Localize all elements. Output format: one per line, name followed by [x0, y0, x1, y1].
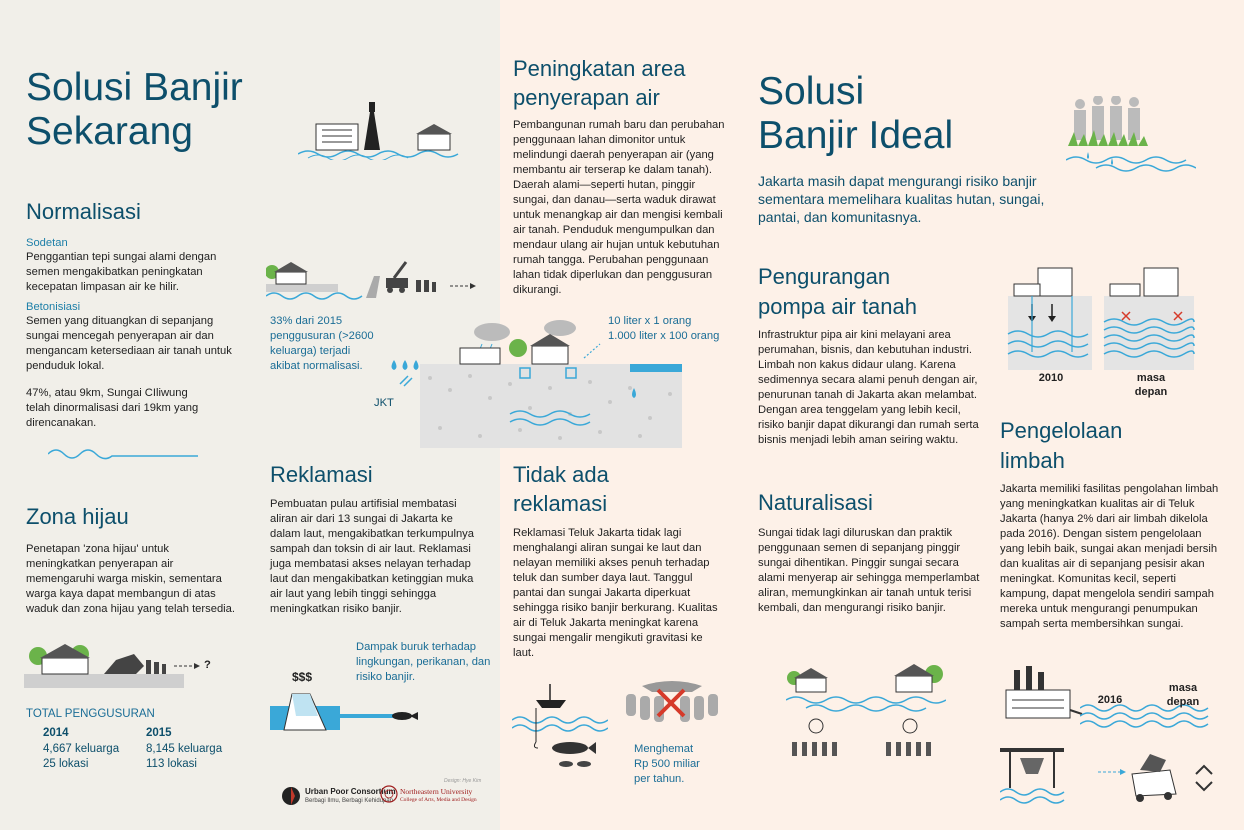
families-2014: 4,667 keluarga [43, 743, 120, 755]
money-label: $$$ [292, 670, 313, 684]
groundwater-2010-diagram-icon [1004, 264, 1094, 370]
reklamasi-text: Pembuatan pulau artifisial membatasi aliran air dari 13 sungai di Jakarta ke dalam laut, mengakibatkan terkumpulnya sampah dan toksin di air laut. Reklamasi juga membatasi akses nelayan terhadap laut dan mengakibatkan ketinggian muka air laut yang lebih tinggi sehingga meningkatkan risiko banjir. [270, 498, 474, 615]
caption-2010: 2010 [1038, 372, 1064, 384]
reclamation-crossed-icon [622, 676, 722, 726]
year-2014: 2014 [43, 727, 69, 739]
community-grass-icon [1066, 96, 1196, 176]
reklamasi-heading: Reklamasi [270, 462, 373, 487]
title-line-1: Solusi Banjir [26, 66, 243, 109]
jakarta-skyline-icon [298, 98, 460, 160]
reclamation-island-icon [270, 686, 420, 732]
absorption-text: Pembangunan rumah baru dan perubahan penggunaan lahan dimonitor untuk melindungi daerah penyerapan air (yang membantu air terserap ke dalam tanah). Daerah alami—seperti hutan, pinggir sungai, dan danau—serta waduk dirawat untuk menangkap air dan mengisi kembali air tanah. Penduduk mengumpulkan dan mendaur ulang air hujan untuk kebutuhan rumah tangga. Perubahan penggunaan lahan tidak diperlukan dan penggusuran dikurangi. [513, 119, 725, 296]
total-eviction-label: TOTAL PENGGUSURAN [26, 708, 155, 720]
ideal-lead-text: Jakarta masih dapat mengurangi risiko banjir sementara memelihara kualitas hutan, sungai, pantai, dan komunitasnya. [758, 173, 1045, 225]
northeastern-college: College of Arts, Media and Design [400, 797, 477, 803]
waste-heading-line-2: limbah [1000, 448, 1065, 473]
naturalization-heading: Naturalisasi [758, 490, 873, 515]
northeastern-seal-icon [380, 785, 398, 803]
waste-text: Jakarta memiliki fasilitas pengolahan limbah yang meningkatkan kualitas air di Teluk Jakarta (hanya 2% dari air limbah dikelola pada 2016). Dengan sistem pengelolaan yang lebih baik, sungai akan menjadi bersih dan kualitas air di sepanjang pesisir akan meningkat. Komunitas kecil, seperti kampung, dapat mengelola sendiri sampah mereka untuk mengurangi penumpukan sampah serta membersihkan sungai. [1000, 483, 1219, 630]
factory-icon [1000, 660, 1084, 720]
water-use-line-1: 10 liter x 1 orang [608, 315, 692, 327]
caption-2016: 2016 [1097, 694, 1123, 706]
rain-drops-icon [388, 358, 424, 390]
river-squiggle-icon [48, 444, 200, 464]
locations-2015: 113 lokasi [146, 758, 197, 770]
design-credit: Design: Hye Kim [444, 778, 482, 784]
waste-heading-line-1: Pengelolaan [1000, 418, 1123, 443]
zona-hijau-heading: Zona hijau [26, 504, 129, 529]
groundwater-heading-line-2: pompa air tanah [758, 294, 917, 319]
savings-line-3: per tahun. [634, 773, 685, 785]
sodetan-text: Penggantian tepi sungai alami dengan semen mengakibatkan peningkatan kecepatan limpasan air ke hilir. [26, 251, 217, 293]
no-reclamation-heading-line-1: Tidak ada [513, 462, 609, 487]
no-reclamation-text: Reklamasi Teluk Jakarta tidak lagi menghalangi aliran sungai ke laut dan nelayan memiliki akses penuh terhadap teluk dan sumber daya laut. Tanggul pantai dan sungai Jakarta diperkuat sehingga risiko banjir berkurang. Kualitas air di Teluk Jakarta meningkat karena sungai mengalir mengikuti gravitasi ke laut. [513, 527, 718, 659]
waste-heading [1000, 416, 1122, 476]
betonisasi-label: Betonisiasi [26, 301, 81, 313]
normalization-eviction-stat: 33% dari 2015 penggusuran (>2600 keluarga) terjadi akibat normalisasi. [270, 315, 374, 372]
groundwater-text: Infrastruktur pipa air kini melayani area perumahan, bisnis, dan kebutuhan industri. Limbah non kakus didaur ulang. Karena sedimennya secara alami penuh dengan air, penurunan tanah di Jakarta akan melambat. Dengan area tenggelam yang lebih kecil, risiko banjir dapat dikurangi dan rumah serta bisnis menjadi lebih aman seiring waktu. [758, 329, 979, 446]
naturalization-text: Sungai tidak lagi diluruskan dan praktik penggunaan semen di sepanjang pinggir sungai dihentikan. Pinggir sungai secara alami menyerap air sehingga memperlambat aliran, memungkinkan air tanah untuk terisi kembali, dan mengurangi risiko banjir. [758, 527, 980, 614]
upc-logo-icon [281, 786, 303, 806]
title-line-2: Sekarang [26, 110, 193, 153]
normalization-illustration-icon [266, 258, 480, 304]
reklamasi-impact: Dampak buruk terhadap lingkungan, perikanan, dan risiko banjir. [356, 641, 491, 683]
savings-line-2: Rp 500 miliar [634, 758, 700, 770]
upc-logo-name: Urban Poor Consortium [305, 787, 396, 796]
northeastern-name: Northeastern University [400, 787, 473, 796]
absorption-heading [513, 54, 685, 112]
waste-caption-future-line-1: masa [1168, 682, 1198, 694]
absorption-heading-line-2: penyerapan air [513, 85, 660, 110]
normalisasi-heading: Normalisasi [26, 199, 141, 224]
upc-logo-tagline: Berbagi Ilmu, Berbagi Kehidupan [305, 798, 394, 804]
ideal-title-line-2: Banjir Ideal [758, 114, 954, 157]
no-reclamation-heading-line-2: reklamasi [513, 491, 608, 516]
year-2015: 2015 [146, 727, 172, 739]
caption-future-line-2: depan [1134, 386, 1168, 398]
groundwater-heading-line-1: Pengurangan [758, 264, 891, 289]
absorption-heading-line-1: Peningkatan area [513, 56, 686, 81]
fishing-boat-icon [512, 680, 608, 774]
naturalization-community-icon [786, 660, 946, 760]
jkt-label: JKT [374, 397, 394, 409]
locations-2014: 25 lokasi [43, 758, 89, 770]
ciliwung-text: 47%, atau 9km, Sungai CIliwung telah dinormalisasi dari 19km yang direncanakan. [26, 387, 199, 429]
no-reclamation-heading [513, 460, 609, 518]
ideal-title-line-1: Solusi [758, 70, 865, 113]
groundwater-heading [758, 262, 917, 322]
families-2015: 8,145 keluarga [146, 743, 223, 755]
title-current-solution [26, 66, 243, 154]
zona-hijau-text: Penetapan 'zona hijau' untuk meningkatkan penyerapan air memengaruhi warga miskin, sementara warga kaya dapat membangun di atas waduk dan zona hijau yang telah tersedia. [26, 543, 235, 615]
title-ideal-solution [758, 70, 953, 158]
water-use-line-2: 1.000 liter x 100 orang [608, 330, 720, 342]
betonisasi-text: Semen yang dituangkan di sepanjang sungai mencegah penyerapan air dan mengancam ketersediaan air tanah untuk penduduk lokal. [26, 315, 232, 372]
unknown-destination-mark: ? [204, 659, 211, 671]
caption-future-line-1: masa [1136, 372, 1166, 384]
eviction-illustration-icon [24, 636, 214, 692]
savings-line-1: Menghemat [634, 743, 694, 755]
sodetan-label: Sodetan [26, 237, 68, 249]
waste-collection-icon [1000, 744, 1220, 806]
waste-caption-future-line-2: depan [1166, 696, 1200, 708]
groundwater-future-diagram-icon [1100, 264, 1196, 370]
